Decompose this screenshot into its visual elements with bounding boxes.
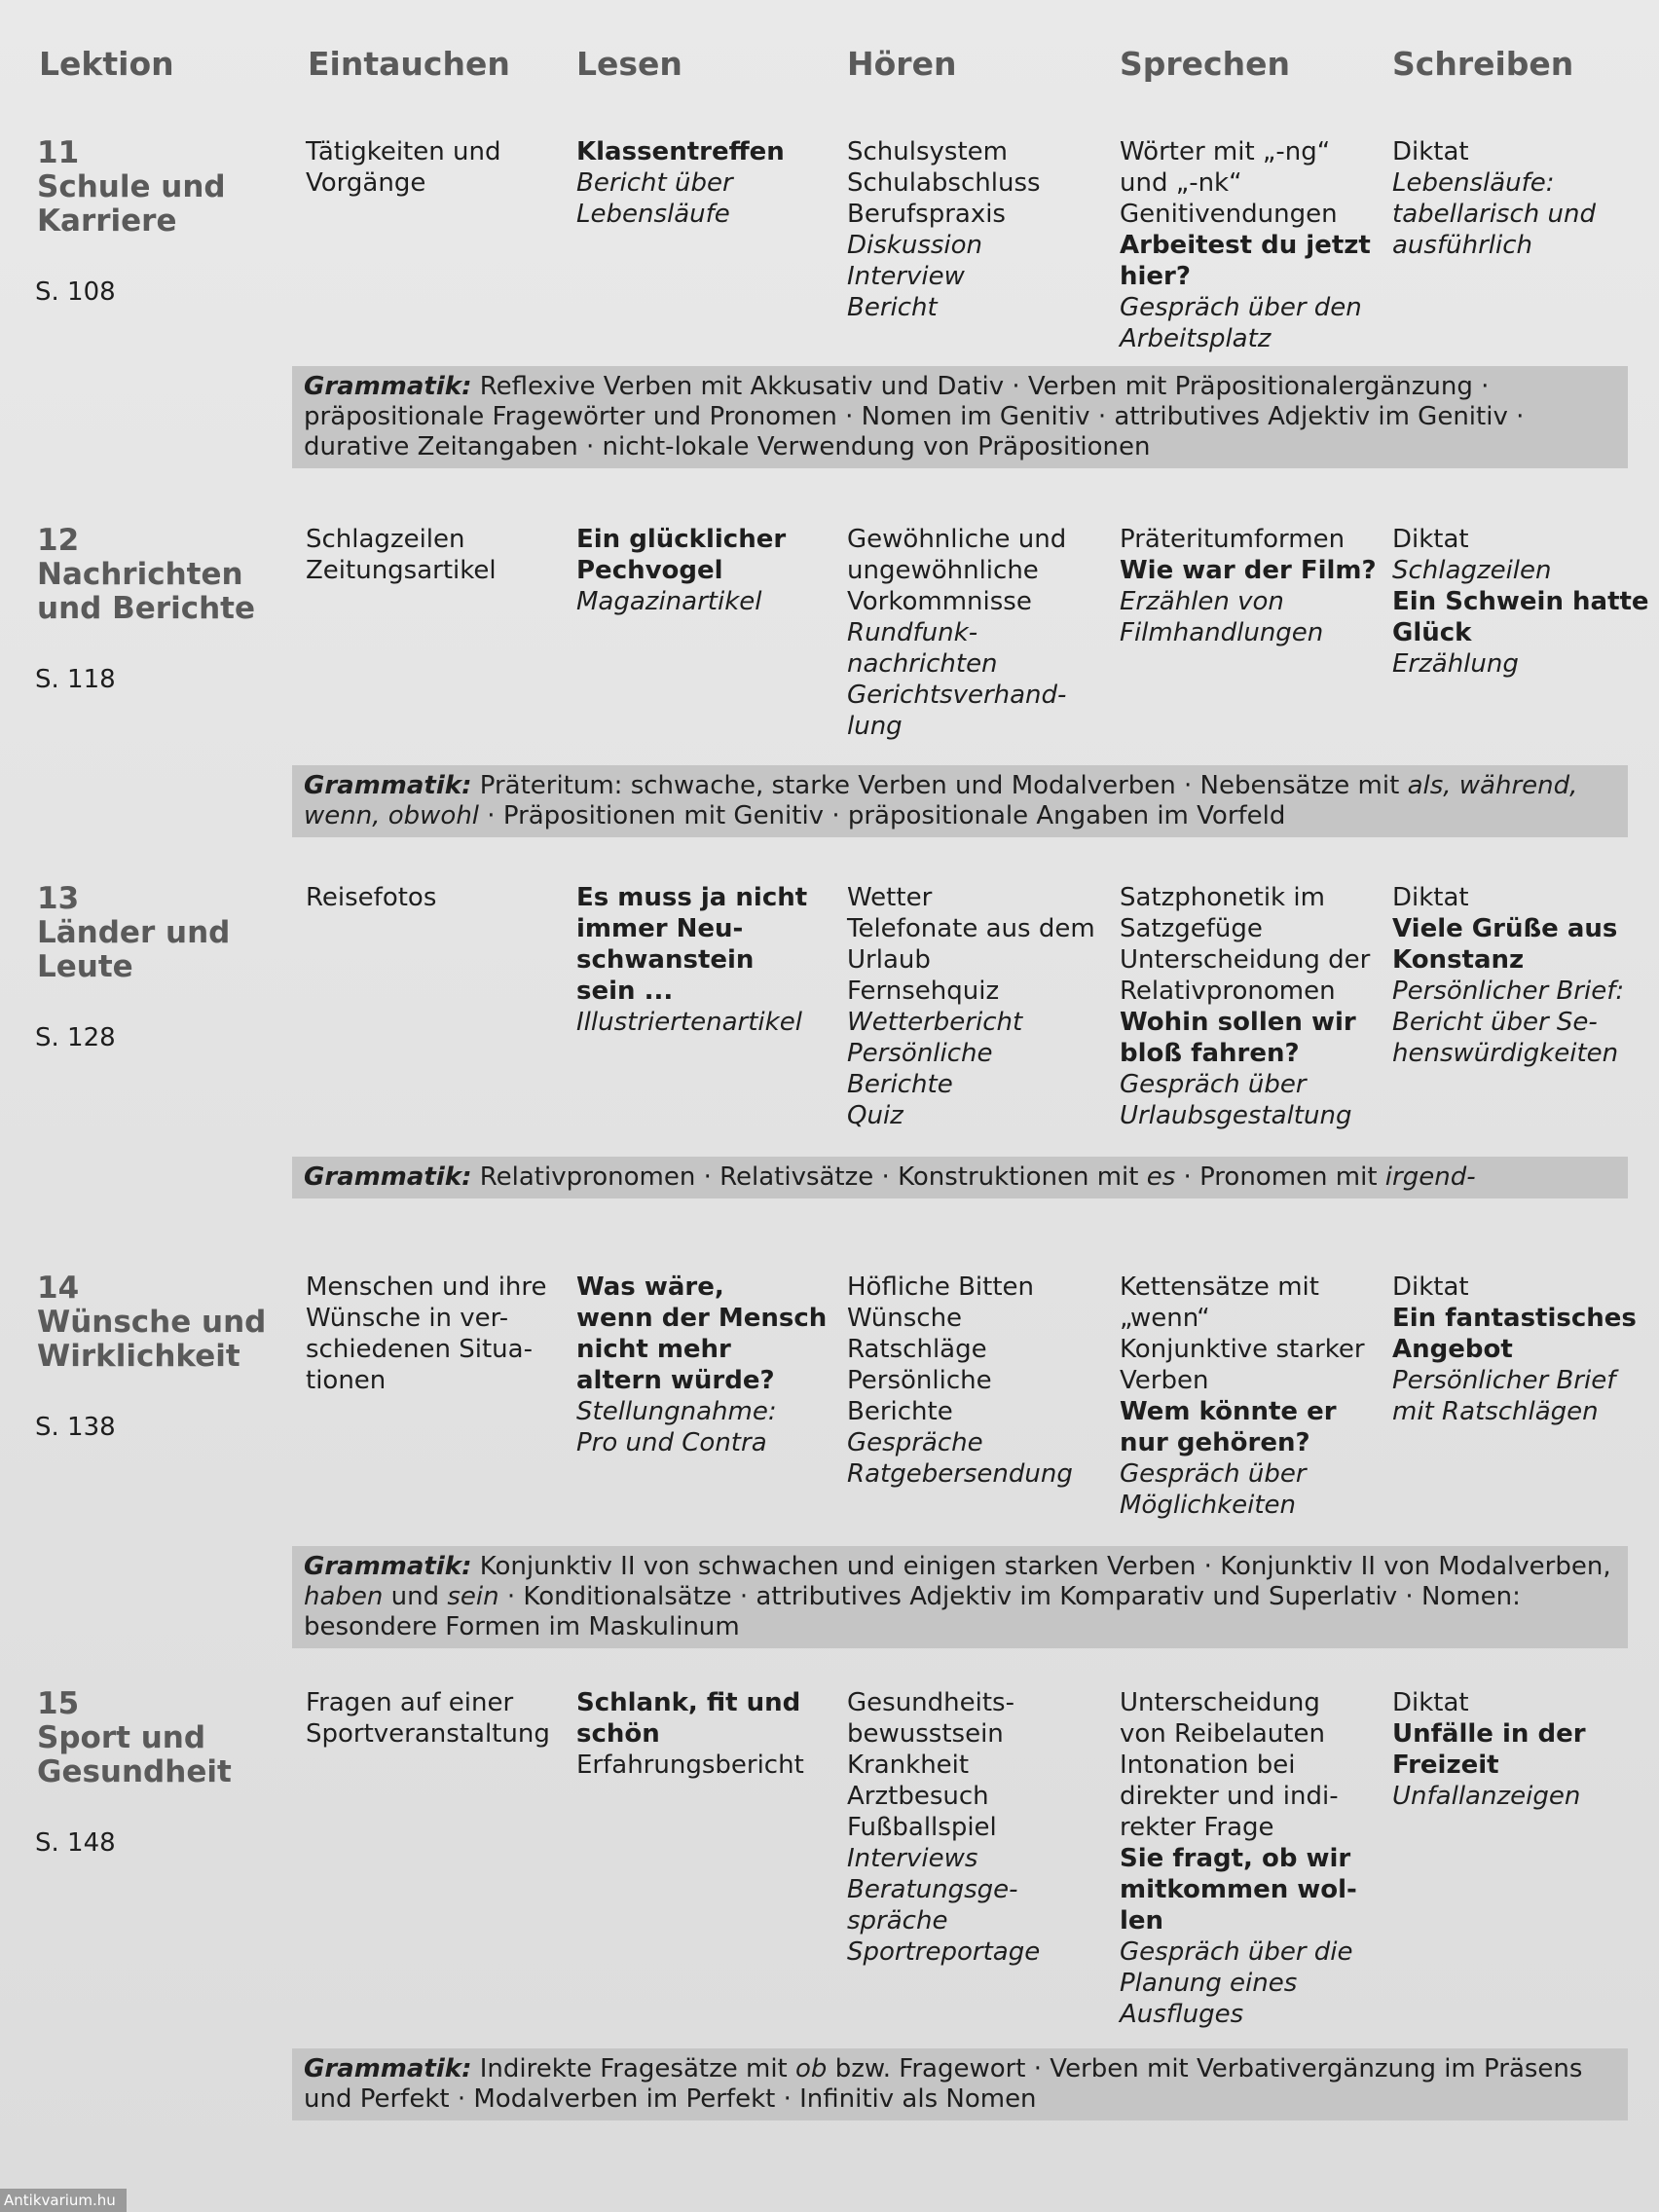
cell-line: Schulsystem <box>847 137 1008 166</box>
cell-lesen <box>576 1272 839 1458</box>
cell-line: Beratungsge- <box>847 1875 1018 1904</box>
cell-line: Freizeit <box>1392 1751 1499 1780</box>
cell-line: Wünsche <box>847 1304 963 1333</box>
cell-lesen <box>576 136 839 230</box>
cell-lesen <box>576 524 839 617</box>
cell-line: Ein fantastisches <box>1392 1304 1637 1333</box>
cell-line: von Reibelauten <box>1120 1719 1325 1749</box>
cell-line: immer Neu- <box>576 914 744 943</box>
grammatik-text: Reflexive Verben mit Akkusativ und Dativ · Verben mit Präpositionalergänzung · präpositionale Fragewörter und Pronomen · Nomen im Genitiv · attributives Adjektiv im Genitiv · durative Zeitangaben · nicht-lokale Verwendung von Präpositionen <box>304 372 1525 461</box>
cell-line: Sportveranstaltung <box>306 1719 550 1749</box>
cell-line: Gespräch über die <box>1120 1937 1353 1967</box>
cell-line: Gespräch über <box>1120 1459 1307 1489</box>
cell-line: Höfliche Bitten <box>847 1272 1035 1302</box>
cell-line: Zeitungsartikel <box>306 556 497 585</box>
cell-line: Wie war der Film? <box>1120 556 1377 585</box>
cell-line: Präteritumformen <box>1120 525 1346 554</box>
cell-line: Gesundheits- <box>847 1688 1014 1717</box>
cell-sprechen <box>1120 136 1382 354</box>
cell-line: Lebensläufe <box>576 200 730 229</box>
cell-line: Magazinartikel <box>576 587 762 616</box>
grammatik-text: ob <box>795 2054 828 2083</box>
cell-line: Verben <box>1120 1366 1209 1395</box>
header-schreiben: Schreiben <box>1392 45 1574 83</box>
grammatik-label: Grammatik: <box>304 372 472 401</box>
cell-line: Diktat <box>1392 883 1469 912</box>
cell-line: Persönliche <box>847 1366 992 1395</box>
cell-line: Schlagzeilen <box>306 525 465 554</box>
lesson-number: 15 <box>37 1686 80 1721</box>
lesson-page-ref: S. 118 <box>35 665 116 694</box>
cell-line: und „-nk“ <box>1120 168 1242 198</box>
cell-line: mitkommen wol- <box>1120 1875 1357 1904</box>
grammatik-text: · Präpositionen mit Genitiv · präpositionale Angaben im Vorfeld <box>479 801 1286 830</box>
header-hoeren: Hören <box>847 45 957 83</box>
cell-line: Persönlicher Brief: <box>1392 977 1625 1006</box>
cell-line: Stellungnahme: <box>576 1397 777 1426</box>
cell-line: Tätigkeiten und <box>306 137 501 166</box>
grammatik-text: Relativpronomen · Relativsätze · Konstruktionen mit <box>479 1162 1147 1192</box>
cell-schreiben <box>1392 1272 1655 1427</box>
cell-line: Was wäre, <box>576 1272 724 1302</box>
cell-hoeren <box>847 1272 1110 1490</box>
header-eintauchen: Eintauchen <box>308 45 510 83</box>
cell-line: Ausfluges <box>1120 2000 1244 2029</box>
cell-line: Erfahrungsbericht <box>576 1751 804 1780</box>
cell-line: Lebensläufe: <box>1392 168 1555 198</box>
cell-line: Diktat <box>1392 1688 1469 1717</box>
cell-line: nicht mehr <box>576 1335 731 1364</box>
grammatik-text: es <box>1146 1162 1176 1192</box>
cell-line: Fußballspiel <box>847 1813 997 1842</box>
cell-line: Filmhandlungen <box>1120 618 1324 647</box>
cell-eintauchen <box>306 524 569 586</box>
cell-line: tionen <box>306 1366 387 1395</box>
cell-line: Gespräch über den <box>1120 293 1362 322</box>
cell-line: Wetterbericht <box>847 1008 1023 1037</box>
cell-line: bewusstsein <box>847 1719 1004 1749</box>
cell-line: schiedenen Situa- <box>306 1335 533 1364</box>
cell-sprechen <box>1120 1272 1382 1521</box>
cell-line: Unterscheidung der <box>1120 945 1371 975</box>
cell-line: Berichte <box>847 1397 953 1426</box>
grammatik-text: irgend- <box>1384 1162 1476 1192</box>
grammatik-box <box>292 1546 1628 1648</box>
cell-line: Wetter <box>847 883 933 912</box>
cell-line: Wünsche in ver- <box>306 1304 509 1333</box>
lesson-number: 14 <box>37 1271 80 1306</box>
lesson-title: Nachrichten und Berichte <box>37 557 255 626</box>
header-lesen: Lesen <box>576 45 682 83</box>
cell-line: Genitivendungen <box>1120 200 1338 229</box>
cell-line: Wörter mit „-ng“ <box>1120 137 1331 166</box>
cell-line: rekter Frage <box>1120 1813 1274 1842</box>
cell-line: Sie fragt, ob wir <box>1120 1844 1351 1873</box>
cell-line: altern würde? <box>576 1366 775 1395</box>
cell-line: Telefonate aus dem <box>847 914 1095 943</box>
cell-line: Schlank, fit und <box>576 1688 801 1717</box>
lesson-page-ref: S. 138 <box>35 1413 116 1442</box>
cell-line: Urlaub <box>847 945 931 975</box>
grammatik-text: · Konditionalsätze · attributives Adjektiv im Komparativ und Superlativ · Nomen: besondere Formen im Maskulinum <box>304 1582 1521 1641</box>
table-header <box>0 45 1659 93</box>
cell-line: lung <box>847 712 903 741</box>
cell-line: Satzphonetik im <box>1120 883 1325 912</box>
cell-line: Krankheit <box>847 1751 970 1780</box>
cell-line: Diktat <box>1392 137 1469 166</box>
cell-schreiben <box>1392 1687 1655 1812</box>
cell-schreiben <box>1392 136 1655 261</box>
cell-line: Quiz <box>847 1101 903 1130</box>
cell-line: Schlagzeilen <box>1392 556 1552 585</box>
cell-line: Diktat <box>1392 1272 1469 1302</box>
grammatik-box <box>292 2048 1628 2120</box>
cell-line: Glück <box>1392 618 1472 647</box>
cell-line: Fernsehquiz <box>847 977 1000 1006</box>
cell-line: ausführlich <box>1392 231 1532 260</box>
cell-line: Vorkommnisse <box>847 587 1032 616</box>
lesson-page-ref: S. 128 <box>35 1023 116 1052</box>
cell-line: Interviews <box>847 1844 978 1873</box>
cell-lesen <box>576 1687 839 1781</box>
cell-line: Konjunktive starker <box>1120 1335 1365 1364</box>
cell-line: mit Ratschlägen <box>1392 1397 1599 1426</box>
cell-line: Erzählung <box>1392 649 1519 679</box>
cell-line: Klassentreffen <box>576 137 785 166</box>
cell-line: Planung eines <box>1120 1969 1298 1998</box>
lesson-page-ref: S. 148 <box>35 1828 116 1858</box>
grammatik-text: Konjunktiv II von schwachen und einigen starken Verben · Konjunktiv II von Modalverben, <box>479 1552 1611 1581</box>
cell-line: sein ... <box>576 977 674 1006</box>
grammatik-text: haben <box>304 1582 384 1611</box>
cell-line: Wohin sollen wir <box>1120 1008 1356 1037</box>
cell-line: wenn der Mensch <box>576 1304 828 1333</box>
cell-line: Intonation bei <box>1120 1751 1296 1780</box>
cell-eintauchen <box>306 1687 569 1750</box>
cell-line: Rundfunk- <box>847 618 978 647</box>
cell-line: Arbeitsplatz <box>1120 324 1272 353</box>
cell-line: Berufspraxis <box>847 200 1006 229</box>
cell-line: Wem könnte er <box>1120 1397 1337 1426</box>
cell-line: Konstanz <box>1392 945 1525 975</box>
grammatik-label: Grammatik: <box>304 1552 472 1581</box>
cell-line: nur gehören? <box>1120 1428 1310 1457</box>
cell-line: ungewöhnliche <box>847 556 1039 585</box>
cell-line: Ratschläge <box>847 1335 987 1364</box>
cell-line: direkter und indi- <box>1120 1782 1339 1811</box>
cell-line: Gespräche <box>847 1428 983 1457</box>
cell-hoeren <box>847 1687 1110 1968</box>
cell-line: schwanstein <box>576 945 755 975</box>
cell-line: Pechvogel <box>576 556 723 585</box>
grammatik-text: sein <box>447 1582 499 1611</box>
grammatik-text: als, während, wenn, obwohl <box>304 771 1578 830</box>
cell-line: Fragen auf einer <box>306 1688 514 1717</box>
cell-line: Diskussion <box>847 231 983 260</box>
cell-hoeren <box>847 136 1110 323</box>
cell-line: tabellarisch und <box>1392 200 1596 229</box>
cell-line: Gerichtsverhand- <box>847 681 1067 710</box>
cell-line: Schulabschluss <box>847 168 1041 198</box>
cell-line: Sportreportage <box>847 1937 1041 1967</box>
header-lektion: Lektion <box>39 45 174 83</box>
cell-line: Ratgebersendung <box>847 1459 1073 1489</box>
cell-schreiben <box>1392 524 1655 680</box>
lesson-number: 12 <box>37 523 80 558</box>
cell-line: Ein Schwein hatte <box>1392 587 1649 616</box>
cell-line: Satzgefüge <box>1120 914 1263 943</box>
cell-line: Bericht über <box>576 168 733 198</box>
grammatik-box <box>292 366 1628 468</box>
cell-line: Es muss ja nicht <box>576 883 808 912</box>
cell-line: Diktat <box>1392 525 1469 554</box>
cell-line: Bericht über Se- <box>1392 1008 1598 1037</box>
cell-line: schön <box>576 1719 660 1749</box>
cell-line: Unterscheidung <box>1120 1688 1320 1717</box>
cell-hoeren <box>847 524 1110 742</box>
cell-line: Arztbesuch <box>847 1782 989 1811</box>
grammatik-text: Indirekte Fragesätze mit <box>479 2054 796 2083</box>
cell-line: Erzählen von <box>1120 587 1284 616</box>
cell-line: Illustriertenartikel <box>576 1008 802 1037</box>
lesson-number: 13 <box>37 881 80 916</box>
cell-hoeren <box>847 882 1110 1131</box>
cell-sprechen <box>1120 882 1382 1131</box>
cell-line: Pro und Contra <box>576 1428 767 1457</box>
cell-line: Persönlicher Brief <box>1392 1366 1616 1395</box>
lesson-page-ref: S. 108 <box>35 277 116 307</box>
cell-line: Möglichkeiten <box>1120 1491 1297 1520</box>
grammatik-box <box>292 765 1628 837</box>
lesson-title: Wünsche und Wirklichkeit <box>37 1305 267 1374</box>
cell-sprechen <box>1120 1687 1382 2030</box>
grammatik-label: Grammatik: <box>304 771 472 800</box>
lesson-title: Schule und Karriere <box>37 169 226 239</box>
grammatik-text: und <box>383 1582 448 1611</box>
cell-line: spräche <box>847 1906 948 1936</box>
grammatik-text: bzw. Fragewort · Verben mit Verbativergänzung im Präsens und Perfekt · Modalverben im Perfekt · Infinitiv als Nomen <box>304 2054 1583 2114</box>
cell-line: Menschen und ihre <box>306 1272 547 1302</box>
lesson-number: 11 <box>37 135 80 170</box>
cell-lesen <box>576 882 839 1038</box>
cell-line: Kettensätze mit <box>1120 1272 1319 1302</box>
cell-line: hier? <box>1120 262 1191 291</box>
cell-line: Relativpronomen <box>1120 977 1336 1006</box>
grammatik-box <box>292 1157 1628 1198</box>
cell-eintauchen <box>306 1272 569 1396</box>
grammatik-label: Grammatik: <box>304 1162 472 1192</box>
cell-line: len <box>1120 1906 1164 1936</box>
cell-line: Gespräch über <box>1120 1070 1307 1099</box>
cell-line: henswürdigkeiten <box>1392 1039 1619 1068</box>
cell-line: Reisefotos <box>306 883 437 912</box>
cell-sprechen <box>1120 524 1382 648</box>
grammatik-text: · Pronomen mit <box>1175 1162 1385 1192</box>
grammatik-label: Grammatik: <box>304 2054 472 2083</box>
cell-line: Arbeitest du jetzt <box>1120 231 1371 260</box>
cell-line: bloß fahren? <box>1120 1039 1300 1068</box>
cell-eintauchen <box>306 136 569 199</box>
grammatik-text: Präteritum: schwache, starke Verben und Modalverben · Nebensätze mit <box>479 771 1408 800</box>
cell-eintauchen <box>306 882 569 913</box>
cell-line: Gewöhnliche und <box>847 525 1067 554</box>
cell-line: Vorgänge <box>306 168 426 198</box>
cell-line: Bericht <box>847 293 938 322</box>
cell-line: „wenn“ <box>1120 1304 1210 1333</box>
cell-line: Unfallanzeigen <box>1392 1782 1581 1811</box>
cell-line: Unfälle in der <box>1392 1719 1586 1749</box>
cell-line: Ein glücklicher <box>576 525 787 554</box>
cell-line: Viele Grüße aus <box>1392 914 1618 943</box>
cell-line: Persönliche <box>847 1039 993 1068</box>
watermark: Antikvarium.hu <box>0 2189 127 2212</box>
lesson-title: Länder und Leute <box>37 915 231 984</box>
cell-line: Berichte <box>847 1070 953 1099</box>
cell-schreiben <box>1392 882 1655 1069</box>
header-sprechen: Sprechen <box>1120 45 1290 83</box>
lesson-title: Sport und Gesundheit <box>37 1720 232 1789</box>
cell-line: Interview <box>847 262 965 291</box>
cell-line: Urlaubsgestaltung <box>1120 1101 1352 1130</box>
cell-line: nachrichten <box>847 649 998 679</box>
cell-line: Angebot <box>1392 1335 1513 1364</box>
